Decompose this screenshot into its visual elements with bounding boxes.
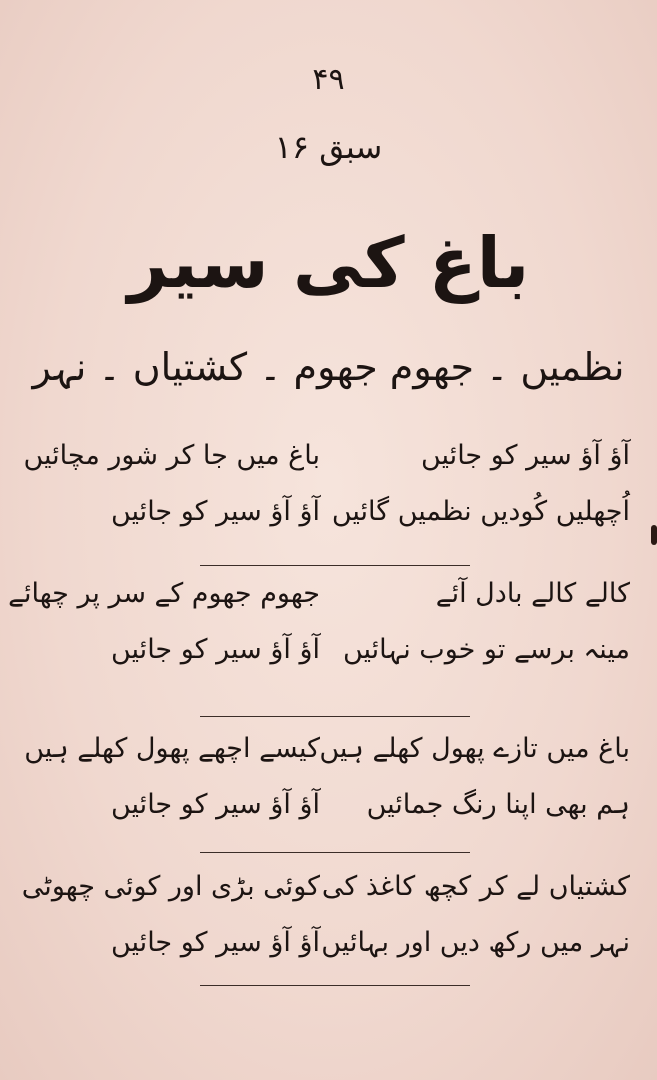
verse-second-half: آؤ آؤ سیر کو جائیں (110, 634, 320, 665)
verse-second-half: آؤ آؤ سیر کو جائیں (110, 789, 320, 820)
verse-first-half: کشتیاں لے کر کچھ کاغذ کی (321, 871, 630, 902)
poem-line (21, 871, 630, 927)
verse-first-half: کالے کالے بادل آئے (435, 578, 630, 609)
stanza-divider (200, 985, 470, 986)
verse-second-half: کوئی بڑی اور کوئی چھوٹی (21, 871, 320, 902)
page-number: ۴۹ (312, 62, 345, 97)
verse-first-half: باغ میں تازے پھول کھلے ہیں (319, 733, 630, 764)
poem-line (24, 733, 630, 789)
verse-first-half: مینہ برسے تو خوب نہائیں (342, 634, 630, 665)
poem-line (50, 927, 630, 983)
stanza-divider (200, 716, 470, 717)
verse-second-half: باغ میں جا کر شور مچائیں (23, 440, 320, 471)
stanza-divider (200, 565, 470, 566)
vocabulary-line: نظمیں ۔ جھوم جھوم ۔ کشتیاں ۔ نہر (32, 345, 625, 389)
verse-first-half: ہم بھی اپنا رنگ جمائیں (366, 789, 630, 820)
poem-line (8, 578, 630, 634)
stanza-3 (24, 733, 630, 845)
poem-line (50, 634, 630, 690)
verse-first-half: اُچھلیں کُودیں نظمیں گائیں (331, 496, 630, 527)
stanza-1 (23, 440, 630, 552)
verse-second-half: آؤ آؤ سیر کو جائیں (110, 927, 320, 958)
verse-first-half: آؤ آؤ سیر کو جائیں (420, 440, 630, 471)
ink-mark (651, 525, 657, 545)
page-title: باغ کی سیر (127, 222, 530, 304)
stanza-2 (8, 578, 630, 690)
poem-line (50, 496, 630, 552)
verse-second-half: جھوم جھوم کے سر پر چھائے (8, 578, 320, 609)
poem-line (23, 440, 630, 496)
poem-line (50, 789, 630, 845)
verse-first-half: نہر میں رکھ دیں اور بہائیں (321, 927, 630, 958)
lesson-label: سبق ۱۶ (274, 128, 383, 166)
verse-second-half: آؤ آؤ سیر کو جائیں (110, 496, 320, 527)
stanza-divider (200, 852, 470, 853)
stanza-4 (21, 871, 630, 983)
verse-second-half: کیسے اچھے پھول کھلے ہیں (24, 733, 320, 764)
